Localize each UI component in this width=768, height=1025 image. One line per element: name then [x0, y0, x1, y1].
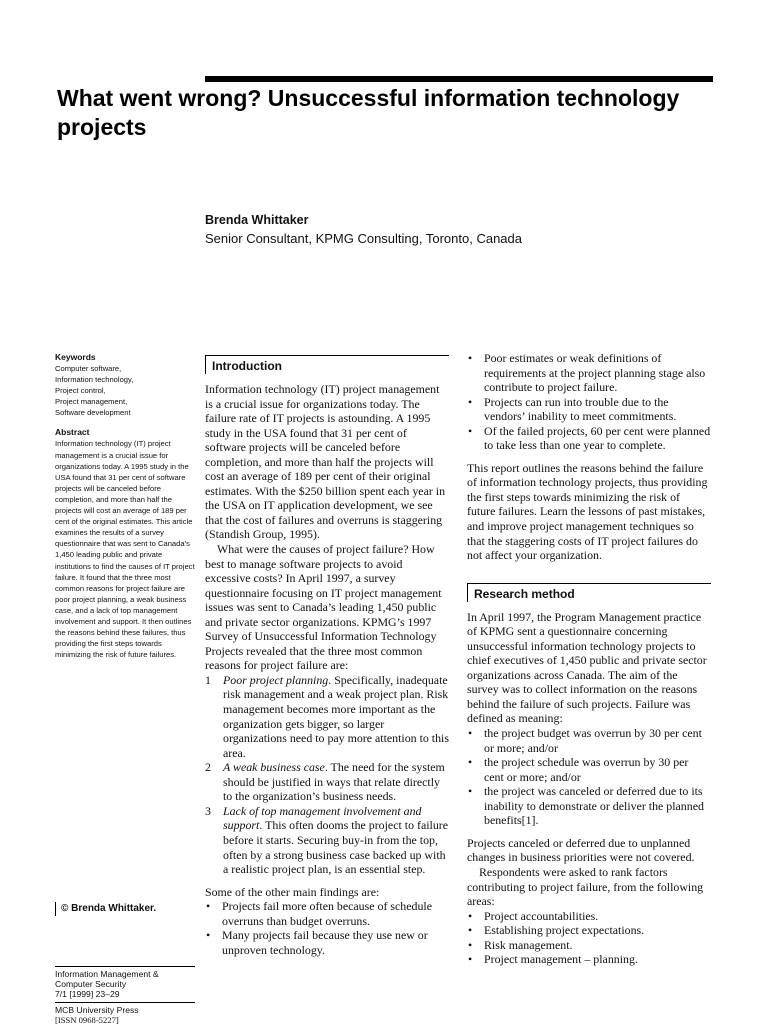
journal-issue: 7/1 [1999] 23–29 — [55, 989, 120, 999]
reason-text: . Specifically, inadequate risk management and a weak project plan. Risk management becomes more important as the organization gets bigger, so larger organizations need to pay more attention to this area. — [223, 672, 449, 760]
reasons-list — [205, 673, 449, 877]
keyword-item: Software development — [55, 408, 131, 418]
research-method-heading: Research method — [467, 583, 711, 602]
definition-item: • the project schedule was overrun by 30 per cent or more; and/or — [467, 755, 711, 784]
reason-number: 2 — [205, 760, 211, 775]
spacer — [467, 453, 711, 461]
area-item: • Project management – planning. — [467, 952, 711, 967]
finding-item: • Poor estimates or weak definitions of requirements at the project planning stage also contribute to project failure. — [467, 351, 711, 395]
findings-list-continued — [467, 351, 711, 453]
finding-item: • Projects can run into trouble due to the vendors’ inability to meet commitments. — [467, 395, 711, 424]
sidebar — [55, 352, 197, 660]
spacer — [467, 563, 711, 583]
research-paragraph-2: Projects canceled or deferred due to unplanned changes in business priorities were not covered. — [467, 835, 695, 865]
finding-item: • Many projects fail because they use new or unproven technology. — [205, 928, 449, 957]
area-item: • Establishing project expectations. — [467, 923, 711, 938]
findings-list — [205, 899, 449, 957]
author-name: Brenda Whittaker — [205, 213, 309, 227]
article-title: What went wrong? Unsuccessful information technology projects — [57, 85, 680, 140]
reason-title: A weak business case — [223, 760, 325, 775]
keywords-section — [55, 352, 197, 418]
reason-title: Lack of top management involvement and support — [223, 803, 422, 833]
abstract-heading: Abstract — [55, 427, 90, 438]
title-rule — [205, 76, 713, 82]
keyword-item: Computer software, — [55, 364, 122, 373]
intro-outline-paragraph: This report outlines the reasons behind the failure of information technology projects, thus providing the first steps towards minimizing the risk of future failures. Learn the lessons of past mistakes, and improve project management techniques so that the staggering costs of IT project failures do not affect your organization. — [467, 460, 708, 563]
citation-rule — [55, 966, 195, 967]
reason-text: . The need for the system should be justified in ways that relate directly to the organization’s business needs. — [223, 760, 445, 804]
citation-rule — [55, 1002, 195, 1003]
keywords-heading: Keywords — [55, 352, 96, 362]
reason-item — [205, 760, 449, 804]
publisher: MCB University Press — [55, 1005, 139, 1015]
reason-item — [205, 673, 449, 760]
area-item: • Project accountabilities. — [467, 909, 711, 924]
intro-paragraph-1: Information technology (IT) project management is a crucial issue for organizations today. The failure rate of IT projects is astounding. A 1995 study in the USA found that 31 per cent of software projects will be canceled before completion, and more than half the projects will cost an average of 189 per cent of their original estimates. With the $250 billion spent each year in the USA on IT application development, we see that the cost of failures and overruns is staggering (Standish Group, 1995). — [205, 382, 446, 542]
abstract-section — [55, 427, 197, 660]
keyword-item: Information technology, — [55, 375, 134, 385]
journal-name: Information Management & Computer Security — [55, 969, 159, 989]
failure-definitions-list — [467, 726, 711, 828]
abstract-text: Information technology (IT) project management is a crucial issue for organizations today. A 1995 study in the USA found that 31 per cent of software projects will be canceled before completion, and more than half the projects will cost an average of 189 per cent of the original estimates. This article examines the results of a survey questionnaire that was sent to Canada’s 1,450 leading public and private institutions to find the causes of IT project failure. It found that the three most common reasons for project failure are poor project planning, a weak business case, and a lack of top management involvement and support. It then outlines the reasons behind these failures, thus providing the first steps towards minimizing the risk of future failures. — [55, 439, 195, 660]
column-2 — [467, 351, 711, 967]
spacer — [467, 828, 711, 836]
spacer — [205, 877, 449, 885]
area-item: • Risk management. — [467, 938, 711, 953]
author-affiliation: Senior Consultant, KPMG Consulting, Toronto, Canada — [205, 231, 522, 246]
citation-block — [55, 963, 195, 1025]
intro-paragraph-2: What were the causes of project failure? How best to manage software projects to avoid excessive costs? In April 1997, a survey questionnaire focusing on IT project management issues was sent to Canada’s leading 1,450 public and private sector organizations. KPMG’s 1997 Survey of Unsuccessful Information Technology Projects revealed that the three most common reasons for project failure are: — [205, 542, 442, 673]
reason-number: 1 — [205, 672, 211, 687]
issn: [ISSN 0968-5227] — [55, 1015, 119, 1025]
factor-areas-list — [467, 909, 711, 967]
findings-intro: Some of the other main findings are: — [205, 884, 380, 899]
definition-item: • the project budget was overrun by 30 per cent or more; and/or — [467, 726, 711, 755]
copyright-notice: © Brenda Whittaker. — [55, 902, 156, 916]
keyword-item: Project management, — [55, 397, 128, 407]
research-paragraph-1: In April 1997, the Program Management practice of KPMG sent a questionnaire concerning unsuccessful information technology projects to chief executives of 1,450 public and private sector organizations across Canada. The aim of the survey was to collect information on the reasons behind the failure of such projects. Failure was defined as meaning: — [467, 609, 707, 726]
reason-item — [205, 804, 449, 877]
finding-item: • Projects fail more often because of schedule overruns than budget overruns. — [205, 899, 449, 928]
reason-title: Poor project planning — [223, 672, 329, 687]
reason-text: . This often dooms the project to failure before it starts. Securing buy-in from the top, often by a strong business case backed up with a realistic project plan, is an essential step. — [223, 818, 449, 877]
author-block — [205, 212, 522, 248]
introduction-heading: Introduction — [205, 355, 449, 374]
definition-item: • the project was canceled or deferred due to its inability to demonstrate or deliver the planned benefits[1]. — [467, 784, 711, 828]
reason-number: 3 — [205, 803, 211, 818]
research-paragraph-3: Respondents were asked to rank factors contributing to project failure, from the following areas: — [467, 864, 704, 909]
keyword-item: Project control, — [55, 386, 106, 396]
column-1 — [205, 355, 449, 957]
finding-item: • Of the failed projects, 60 per cent were planned to take less than one year to complete. — [467, 424, 711, 453]
